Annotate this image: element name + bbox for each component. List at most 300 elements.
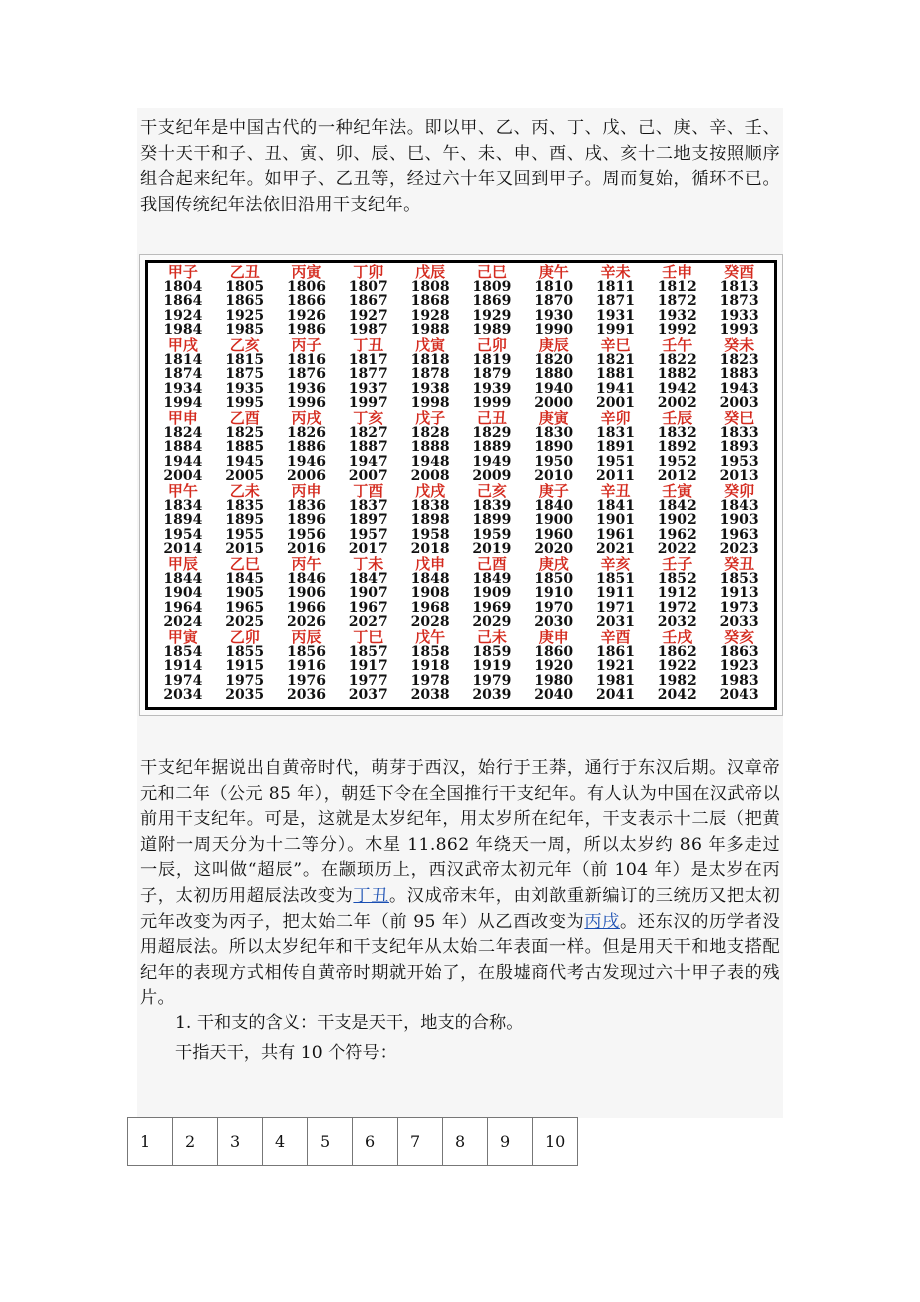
ganzhi-name-cell: 甲午 — [167, 482, 198, 500]
ganzhi-year-cell: 1830 — [534, 424, 574, 441]
ganzhi-year-cell: 1805 — [225, 278, 265, 295]
ganzhi-name-cell: 庚寅 — [538, 409, 569, 427]
ganzhi-year-cell: 1888 — [410, 439, 450, 456]
table-row — [128, 1118, 578, 1166]
ganzhi-year-cell: 1920 — [534, 658, 574, 675]
ganzhi-year-cell: 1985 — [225, 322, 265, 339]
ganzhi-year-cell: 1908 — [410, 585, 450, 602]
ganzhi-year-cell: 1914 — [163, 658, 203, 675]
ganzhi-name-cell: 戊申 — [415, 555, 446, 573]
ganzhi-year-cell: 1992 — [657, 322, 697, 339]
ganzhi-year-cell: 1927 — [348, 307, 388, 324]
ganzhi-year-cell: 1821 — [596, 351, 635, 368]
ganzhi-year-cell: 1945 — [225, 453, 265, 470]
ganzhi-name-cell: 丙辰 — [291, 628, 322, 646]
ganzhi-year-cell: 1838 — [410, 497, 450, 514]
ganzhi-year-cell: 1808 — [410, 278, 450, 295]
history-text-2: 。汉成帝末年，由刘歆重新编订的三统历又把太初元年改变为丙子，把太始二年（前 95 年）从乙酉改变为 — [140, 885, 781, 932]
ganzhi-year-cell: 1933 — [719, 307, 759, 324]
ganzhi-year-cell: 1964 — [163, 599, 203, 616]
ganzhi-year-cell: 1829 — [472, 424, 512, 441]
ganzhi-year-cell: 1868 — [410, 293, 450, 310]
table-cell: 2 — [173, 1118, 218, 1166]
ganzhi-year-cell: 1963 — [719, 526, 759, 543]
ganzhi-year-cell: 1876 — [287, 366, 326, 383]
ganzhi-year-cell: 1886 — [287, 439, 326, 456]
ganzhi-year-cell: 1990 — [534, 322, 574, 339]
ganzhi-year-cell: 1890 — [534, 439, 574, 456]
ganzhi-year-cell: 1848 — [410, 570, 450, 587]
ganzhi-year-cell: 1863 — [719, 643, 759, 660]
ganzhi-name-cell: 甲申 — [167, 409, 198, 427]
ganzhi-year-cell: 1841 — [596, 497, 635, 514]
ganzhi-year-cell: 1931 — [596, 307, 635, 324]
ganzhi-year-cell: 1924 — [163, 307, 203, 324]
ganzhi-year-cell: 1854 — [163, 643, 203, 660]
ganzhi-year-cell: 1947 — [348, 453, 388, 470]
ganzhi-name-cell: 癸巳 — [724, 409, 755, 427]
ganzhi-year-cell: 2007 — [348, 468, 388, 485]
ganzhi-year-cell: 1952 — [657, 453, 697, 470]
ganzhi-year-cell: 1968 — [410, 599, 450, 616]
ganzhi-year-cell: 1971 — [596, 599, 635, 616]
ganzhi-year-cell: 2023 — [719, 541, 759, 558]
ganzhi-year-cell: 1903 — [719, 512, 759, 529]
ganzhi-year-cell: 2004 — [163, 468, 203, 485]
ganzhi-year-cell: 1932 — [657, 307, 697, 324]
ganzhi-year-cell: 2018 — [410, 541, 450, 558]
ganzhi-year-cell: 1843 — [719, 497, 759, 514]
ganzhi-year-cell: 1941 — [596, 380, 635, 397]
ganzhi-year-cell: 1976 — [287, 672, 326, 689]
ganzhi-year-cell: 1938 — [410, 380, 450, 397]
ganzhi-year-cell: 1943 — [719, 380, 759, 397]
table-cell: 3 — [218, 1118, 263, 1166]
ganzhi-year-cell: 1962 — [657, 526, 697, 543]
ganzhi-name-cell: 癸酉 — [724, 263, 755, 281]
ganzhi-year-cell: 1855 — [225, 643, 265, 660]
ganzhi-name-cell: 戊辰 — [415, 263, 446, 281]
ganzhi-name-cell: 己卯 — [476, 336, 507, 354]
ganzhi-name-cell: 辛未 — [600, 263, 631, 281]
ganzhi-year-cell: 1847 — [348, 570, 388, 587]
ganzhi-name-cell: 壬辰 — [662, 409, 693, 427]
ganzhi-year-cell: 1884 — [163, 439, 203, 456]
ganzhi-year-cell: 1840 — [534, 497, 574, 514]
ganzhi-year-cell: 1899 — [472, 512, 512, 529]
ganzhi-year-cell: 1913 — [719, 585, 759, 602]
ganzhi-year-cell: 1853 — [719, 570, 759, 587]
ganzhi-name-cell: 丁丑 — [353, 336, 384, 354]
ganzhi-year-cell: 2036 — [287, 687, 326, 704]
ganzhi-year-cell: 2041 — [596, 687, 635, 704]
ganzhi-name-cell: 壬寅 — [662, 482, 693, 500]
ganzhi-year-cell: 1957 — [348, 526, 388, 543]
ganzhi-year-cell: 1818 — [410, 351, 450, 368]
table-cell: 9 — [488, 1118, 533, 1166]
ganzhi-year-cell: 1837 — [348, 497, 388, 514]
ganzhi-name-cell: 己酉 — [476, 555, 507, 573]
table-cell: 10 — [533, 1118, 578, 1166]
ganzhi-year-cell: 1891 — [596, 439, 635, 456]
ganzhi-year-cell: 2005 — [225, 468, 265, 485]
ganzhi-year-cell: 1998 — [410, 395, 450, 412]
ganzhi-year-cell: 1980 — [534, 672, 574, 689]
ganzhi-year-cell: 2039 — [472, 687, 512, 704]
ganzhi-year-cell: 2035 — [225, 687, 265, 704]
ganzhi-name-cell: 丁未 — [353, 555, 384, 573]
ganzhi-year-cell: 1917 — [348, 658, 388, 675]
ganzhi-year-cell: 1919 — [472, 658, 512, 675]
ganzhi-year-cell: 1836 — [287, 497, 326, 514]
ganzhi-year-cell: 1893 — [719, 439, 759, 456]
ganzhi-year-cell: 1975 — [225, 672, 265, 689]
ganzhi-year-cell: 2011 — [596, 468, 635, 485]
list-item-tiangan-count: 干指天干，共有 10 个符号： — [175, 1043, 397, 1063]
ganzhi-year-cell: 2000 — [534, 395, 574, 412]
ganzhi-name-cell: 戊戌 — [415, 482, 446, 500]
ganzhi-year-cell: 2040 — [534, 687, 574, 704]
ganzhi-year-table-image — [139, 254, 783, 716]
ganzhi-year-cell: 2012 — [657, 468, 697, 485]
ganzhi-year-cell: 1819 — [472, 351, 512, 368]
ganzhi-year-cell: 2020 — [534, 541, 574, 558]
ganzhi-year-cell: 2016 — [287, 541, 326, 558]
ganzhi-year-cell: 1894 — [163, 512, 203, 529]
ganzhi-grid — [152, 265, 770, 703]
ganzhi-year-cell: 1866 — [287, 293, 326, 310]
ganzhi-name-cell: 庚午 — [538, 263, 569, 281]
ganzhi-year-cell: 1895 — [225, 512, 265, 529]
ganzhi-year-cell: 1901 — [596, 512, 635, 529]
ganzhi-year-cell: 1875 — [225, 366, 265, 383]
ganzhi-year-cell: 1951 — [596, 453, 635, 470]
ganzhi-year-cell: 1834 — [163, 497, 203, 514]
ganzhi-year-cell: 1922 — [657, 658, 697, 675]
ganzhi-year-cell: 2001 — [596, 395, 635, 412]
ganzhi-year-cell: 1906 — [287, 585, 326, 602]
ganzhi-year-cell: 1856 — [287, 643, 326, 660]
ganzhi-name-cell: 乙酉 — [229, 409, 260, 427]
ganzhi-year-cell: 1950 — [534, 453, 574, 470]
ganzhi-year-cell: 2033 — [719, 614, 759, 631]
ganzhi-year-cell: 1974 — [163, 672, 203, 689]
ganzhi-year-cell: 1923 — [719, 658, 759, 675]
ganzhi-name-cell: 壬午 — [662, 336, 693, 354]
ganzhi-year-cell: 1846 — [287, 570, 326, 587]
ganzhi-year-cell: 1988 — [410, 322, 450, 339]
ganzhi-year-cell: 1967 — [348, 599, 388, 616]
ganzhi-year-cell: 1897 — [348, 512, 388, 529]
ganzhi-year-cell: 1930 — [534, 307, 574, 324]
ganzhi-year-cell: 1862 — [657, 643, 697, 660]
table-cell: 7 — [398, 1118, 443, 1166]
ganzhi-year-cell: 1905 — [225, 585, 265, 602]
ganzhi-year-cell: 1807 — [348, 278, 388, 295]
ganzhi-name-cell: 丁酉 — [353, 482, 384, 500]
ganzhi-year-cell: 1889 — [472, 439, 512, 456]
ganzhi-name-cell: 壬子 — [662, 555, 693, 573]
ganzhi-year-cell: 1989 — [472, 322, 512, 339]
ganzhi-year-cell: 1934 — [163, 380, 203, 397]
ganzhi-year-cell: 1912 — [657, 585, 697, 602]
ganzhi-name-cell: 乙亥 — [229, 336, 260, 354]
ganzhi-year-cell: 2009 — [472, 468, 512, 485]
ganzhi-year-cell: 1828 — [410, 424, 450, 441]
ganzhi-year-cell: 1991 — [596, 322, 635, 339]
ganzhi-year-cell: 1831 — [596, 424, 635, 441]
ganzhi-name-cell: 癸丑 — [724, 555, 755, 573]
ganzhi-year-cell: 1944 — [163, 453, 203, 470]
ganzhi-year-cell: 2030 — [534, 614, 574, 631]
ganzhi-year-cell: 1929 — [472, 307, 512, 324]
ganzhi-name-cell: 癸亥 — [724, 628, 755, 646]
ganzhi-year-cell: 2008 — [410, 468, 450, 485]
ganzhi-name-cell: 己未 — [476, 628, 507, 646]
ganzhi-year-cell: 1880 — [534, 366, 574, 383]
ganzhi-name-cell: 甲辰 — [167, 555, 198, 573]
ganzhi-year-cell: 1999 — [472, 395, 512, 412]
ganzhi-year-cell: 1986 — [287, 322, 326, 339]
ganzhi-year-cell: 2043 — [719, 687, 759, 704]
ganzhi-year-cell: 2031 — [596, 614, 635, 631]
ganzhi-year-cell: 1849 — [472, 570, 512, 587]
ganzhi-year-cell: 1896 — [287, 512, 326, 529]
ganzhi-year-cell: 1822 — [657, 351, 697, 368]
ganzhi-year-cell: 2026 — [287, 614, 326, 631]
ganzhi-year-cell: 1869 — [472, 293, 512, 310]
intro-paragraph: 干支纪年是中国古代的一种纪年法。即以甲、乙、丙、丁、戊、己、庚、辛、壬、癸十天干和子、丑、寅、卯、辰、巳、午、未、申、酉、戌、亥十二地支按照顺序组合起来纪年。如甲子、乙丑等，经过六十年又回到甲子。周而复始，循环不已。我国传统纪年法依旧沿用干支纪年。 — [140, 118, 780, 215]
ganzhi-year-cell: 1953 — [719, 453, 759, 470]
ganzhi-year-cell: 1979 — [472, 672, 512, 689]
link-dingchou[interactable]: 丁丑 — [353, 885, 389, 906]
ganzhi-year-cell: 1972 — [657, 599, 697, 616]
ganzhi-year-cell: 2019 — [472, 541, 512, 558]
ganzhi-year-cell: 2024 — [163, 614, 203, 631]
ganzhi-year-cell: 1902 — [657, 512, 697, 529]
ganzhi-year-cell: 1813 — [719, 278, 759, 295]
ganzhi-name-cell: 辛亥 — [600, 555, 631, 573]
ganzhi-year-cell: 1925 — [225, 307, 265, 324]
ganzhi-year-cell: 1939 — [472, 380, 512, 397]
ganzhi-name-cell: 庚申 — [538, 628, 569, 646]
ganzhi-name-cell: 壬戌 — [662, 628, 693, 646]
ganzhi-year-cell: 1984 — [163, 322, 203, 339]
ganzhi-year-cell: 1973 — [719, 599, 759, 616]
ganzhi-name-cell: 辛卯 — [600, 409, 631, 427]
ganzhi-year-cell: 1851 — [596, 570, 635, 587]
ganzhi-name-cell: 己丑 — [476, 409, 507, 427]
ganzhi-year-cell: 2010 — [534, 468, 574, 485]
ganzhi-year-cell: 2021 — [596, 541, 635, 558]
ganzhi-year-cell: 2015 — [225, 541, 265, 558]
ganzhi-year-cell: 1898 — [410, 512, 450, 529]
ganzhi-year-cell: 1823 — [719, 351, 759, 368]
ganzhi-name-cell: 戊午 — [415, 628, 446, 646]
ganzhi-year-cell: 1870 — [534, 293, 574, 310]
ganzhi-year-cell: 1981 — [596, 672, 635, 689]
ganzhi-year-cell: 1892 — [657, 439, 697, 456]
ganzhi-year-cell: 1983 — [719, 672, 759, 689]
table-cell: 4 — [263, 1118, 308, 1166]
ganzhi-year-cell: 1833 — [719, 424, 759, 441]
ganzhi-year-cell: 1954 — [163, 526, 203, 543]
table-cell: 6 — [353, 1118, 398, 1166]
ganzhi-name-cell: 乙巳 — [229, 555, 260, 573]
ganzhi-name-cell: 辛丑 — [600, 482, 631, 500]
ganzhi-year-cell: 1978 — [410, 672, 450, 689]
ganzhi-year-cell: 1861 — [596, 643, 635, 660]
ganzhi-year-cell: 1958 — [410, 526, 450, 543]
ganzhi-name-cell: 乙未 — [229, 482, 260, 500]
ganzhi-name-cell: 辛酉 — [600, 628, 631, 646]
ganzhi-year-cell: 1987 — [348, 322, 388, 339]
ganzhi-year-cell: 1936 — [287, 380, 326, 397]
ganzhi-year-cell: 2028 — [410, 614, 450, 631]
ganzhi-year-cell: 1959 — [472, 526, 512, 543]
ganzhi-year-cell: 2014 — [163, 541, 203, 558]
ganzhi-year-cell: 1844 — [163, 570, 203, 587]
ganzhi-year-cell: 1907 — [348, 585, 388, 602]
ganzhi-year-cell: 1839 — [472, 497, 512, 514]
ganzhi-name-cell: 癸卯 — [724, 482, 755, 500]
ganzhi-year-cell: 1887 — [348, 439, 388, 456]
ganzhi-year-cell: 1820 — [534, 351, 574, 368]
ganzhi-year-cell: 2025 — [225, 614, 265, 631]
ganzhi-name-cell: 壬申 — [662, 263, 693, 281]
ganzhi-year-cell: 1806 — [287, 278, 326, 295]
ganzhi-year-cell: 1817 — [348, 351, 388, 368]
ganzhi-year-cell: 1864 — [163, 293, 203, 310]
ganzhi-year-cell: 1832 — [657, 424, 697, 441]
ganzhi-year-cell: 1926 — [287, 307, 326, 324]
tiangan-number-table — [127, 1117, 578, 1166]
ganzhi-year-cell: 1810 — [534, 278, 574, 295]
ganzhi-year-cell: 1871 — [596, 293, 635, 310]
ganzhi-year-cell: 1935 — [225, 380, 265, 397]
ganzhi-name-cell: 癸未 — [724, 336, 755, 354]
ganzhi-year-cell: 1824 — [163, 424, 203, 441]
ganzhi-year-cell: 2037 — [348, 687, 388, 704]
ganzhi-year-cell: 1809 — [472, 278, 512, 295]
ganzhi-year-cell: 1874 — [163, 366, 203, 383]
ganzhi-year-cell: 1812 — [657, 278, 697, 295]
ganzhi-year-cell: 1877 — [348, 366, 388, 383]
ganzhi-year-cell: 1956 — [287, 526, 326, 543]
table-cell: 8 — [443, 1118, 488, 1166]
ganzhi-year-cell: 1860 — [534, 643, 574, 660]
link-bingxu[interactable]: 丙戌 — [584, 911, 620, 932]
ganzhi-year-cell: 1814 — [163, 351, 203, 368]
ganzhi-year-cell: 1881 — [596, 366, 635, 383]
ganzhi-year-cell: 2034 — [163, 687, 203, 704]
ganzhi-name-cell: 丁卯 — [353, 263, 384, 281]
ganzhi-name-cell: 丁亥 — [353, 409, 384, 427]
ganzhi-name-cell: 丙戌 — [291, 409, 322, 427]
ganzhi-year-cell: 1915 — [225, 658, 265, 675]
ganzhi-year-cell: 2038 — [410, 687, 450, 704]
ganzhi-year-cell: 2022 — [657, 541, 697, 558]
ganzhi-year-cell: 2006 — [287, 468, 326, 485]
ganzhi-year-cell: 1867 — [348, 293, 388, 310]
ganzhi-name-cell: 辛巳 — [600, 336, 631, 354]
ganzhi-name-cell: 丙寅 — [291, 263, 322, 281]
ganzhi-year-cell: 1928 — [410, 307, 450, 324]
table-cell: 5 — [308, 1118, 353, 1166]
ganzhi-year-cell: 2027 — [348, 614, 388, 631]
ganzhi-name-cell: 乙丑 — [229, 263, 260, 281]
ganzhi-year-cell: 2002 — [657, 395, 697, 412]
ganzhi-year-cell: 1997 — [348, 395, 388, 412]
ganzhi-name-cell: 甲子 — [167, 263, 198, 281]
ganzhi-year-cell: 1878 — [410, 366, 450, 383]
ganzhi-table-frame — [145, 260, 777, 710]
ganzhi-name-cell: 己巳 — [476, 263, 507, 281]
ganzhi-year-cell: 1995 — [225, 395, 265, 412]
ganzhi-year-cell: 1940 — [534, 380, 574, 397]
ganzhi-year-cell: 1857 — [348, 643, 388, 660]
ganzhi-year-cell: 1882 — [657, 366, 697, 383]
ganzhi-year-cell: 1859 — [472, 643, 512, 660]
ganzhi-name-cell: 庚戌 — [538, 555, 569, 573]
ganzhi-name-cell: 己亥 — [476, 482, 507, 500]
ganzhi-year-cell: 1804 — [163, 278, 203, 295]
ganzhi-name-cell: 甲寅 — [167, 628, 198, 646]
ganzhi-year-cell: 1982 — [657, 672, 697, 689]
ganzhi-year-cell: 1948 — [410, 453, 450, 470]
ganzhi-year-cell: 1904 — [163, 585, 203, 602]
ganzhi-year-cell: 2029 — [472, 614, 512, 631]
ganzhi-year-cell: 1942 — [657, 380, 697, 397]
ganzhi-year-cell: 1994 — [163, 395, 203, 412]
ganzhi-year-cell: 1852 — [657, 570, 697, 587]
ganzhi-year-cell: 1842 — [657, 497, 697, 514]
ganzhi-name-cell: 丁巳 — [353, 628, 384, 646]
ganzhi-name-cell: 戊寅 — [415, 336, 446, 354]
ganzhi-year-cell: 1885 — [225, 439, 265, 456]
ganzhi-year-cell: 1969 — [472, 599, 512, 616]
ganzhi-year-cell: 1850 — [534, 570, 574, 587]
ganzhi-year-cell: 1873 — [719, 293, 759, 310]
ganzhi-year-cell: 1911 — [596, 585, 635, 602]
ganzhi-year-cell: 1996 — [287, 395, 326, 412]
ganzhi-year-cell: 1858 — [410, 643, 450, 660]
ganzhi-year-cell: 1879 — [472, 366, 512, 383]
ganzhi-year-cell: 1946 — [287, 453, 326, 470]
ganzhi-year-cell: 1937 — [348, 380, 388, 397]
list-item-gan-zhi-meaning: 1. 干和支的含义：干支是天干，地支的合称。 — [175, 1013, 524, 1033]
ganzhi-name-cell: 丙申 — [291, 482, 322, 500]
ganzhi-year-cell: 1872 — [657, 293, 697, 310]
ganzhi-name-cell: 庚辰 — [538, 336, 569, 354]
ganzhi-year-cell: 1816 — [287, 351, 326, 368]
ganzhi-year-cell: 2032 — [657, 614, 697, 631]
ganzhi-name-cell: 丙午 — [291, 555, 322, 573]
ganzhi-year-cell: 2003 — [719, 395, 759, 412]
history-text-3: 。还东汉的历学者没用超辰法。所以太岁纪年和干支纪年从太始二年表面一样。但是用天干和地支搭配纪年的表现方式相传自黄帝时期就开始了，在殷墟商代考古发现过六十甲子表的残片。 — [140, 911, 780, 1009]
ganzhi-name-cell: 甲戌 — [167, 336, 198, 354]
ganzhi-name-cell: 庚子 — [538, 482, 569, 500]
ganzhi-year-cell: 1960 — [534, 526, 574, 543]
ganzhi-year-cell: 1916 — [287, 658, 326, 675]
table-cell: 1 — [128, 1118, 173, 1166]
ganzhi-year-cell: 1970 — [534, 599, 574, 616]
ganzhi-name-cell: 丙子 — [291, 336, 322, 354]
ganzhi-year-cell: 1827 — [348, 424, 388, 441]
ganzhi-year-cell: 1883 — [719, 366, 759, 383]
ganzhi-year-cell: 2017 — [348, 541, 388, 558]
ganzhi-name-cell: 戊子 — [415, 409, 446, 427]
